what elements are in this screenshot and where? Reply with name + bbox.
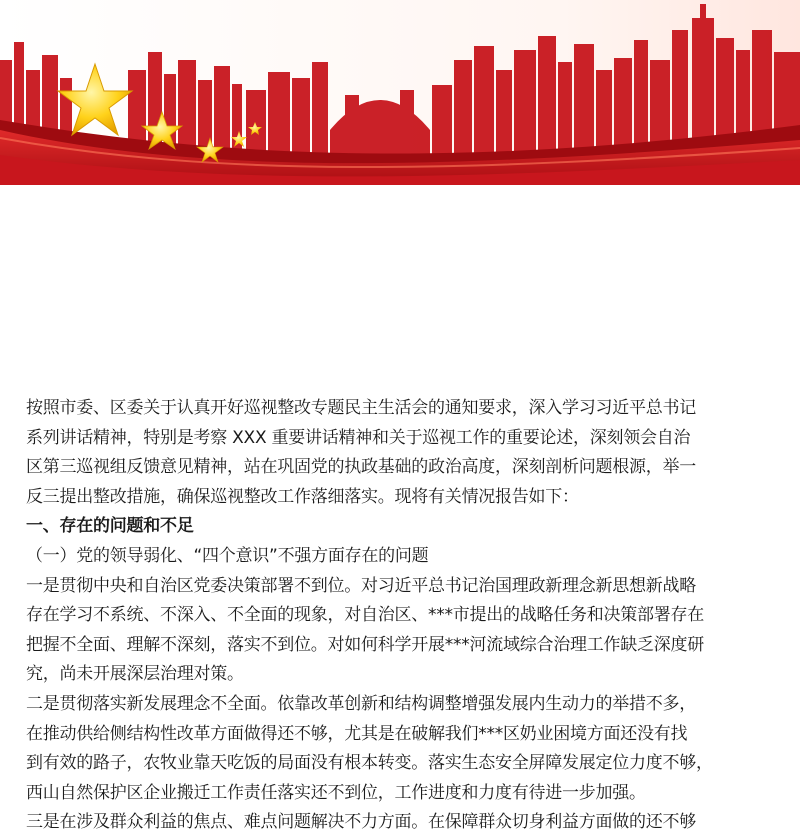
subsection-heading: （一）党的领导弱化、“四个意识”不强方面存在的问题 (26, 545, 429, 566)
intro-line: 系列讲话精神，特别是考察 XXX 重要讲话精神和关于巡视工作的重要论述，深刻领会自治 (26, 427, 691, 448)
intro-line: 反三提出整改措施，确保巡视整改工作落细落实。现将有关情况报告如下： (26, 486, 579, 507)
banner-graphic (0, 0, 800, 185)
point1-line: 究，尚未开展深层治理对策。 (26, 664, 244, 685)
point1-line: 存在学习不系统、不深入、不全面的现象，对自治区、***市提出的战略任务和决策部署存在 (26, 605, 704, 626)
point2-line: 西山自然保护区企业搬迁工作责任落实还不到位，工作进度和力度有待进一步加强。 (26, 782, 646, 803)
section-heading: 一、存在的问题和不足 (26, 516, 194, 537)
header-banner (0, 0, 800, 185)
point3-line: 三是在涉及群众利益的焦点、难点问题解决不力方面。在保障群众切身利益方面做的还不够 (26, 812, 696, 833)
intro-line: 按照市委、区委关于认真开好巡视整改专题民主生活会的通知要求，深入学习习近平总书记 (26, 398, 696, 418)
point1-line: 一是贯彻中央和自治区党委决策部署不到位。对习近平总书记治国理政新理念新思想新战略 (26, 575, 696, 596)
document-body (26, 394, 782, 838)
point2-line: 在推动供给侧结构性改革方面做得还不够，尤其是在破解我们***区奶业困境方面还没有找 (26, 723, 688, 744)
point2-line: 到有效的路子，农牧业靠天吃饭的局面没有根本转变。落实生态安全屏障发展定位力度不够， (26, 753, 713, 774)
point1-line: 把握不全面、理解不深刻，落实不到位。对如何科学开展***河流域综合治理工作缺乏深度研 (26, 634, 704, 655)
point2-line: 二是贯彻落实新发展理念不全面。依靠改革创新和结构调整增强发展内生动力的举措不多， (26, 693, 696, 714)
intro-line: 区第三巡视组反馈意见精神，站在巩固党的执政基础的政治高度，深刻剖析问题根源，举一 (26, 457, 696, 478)
